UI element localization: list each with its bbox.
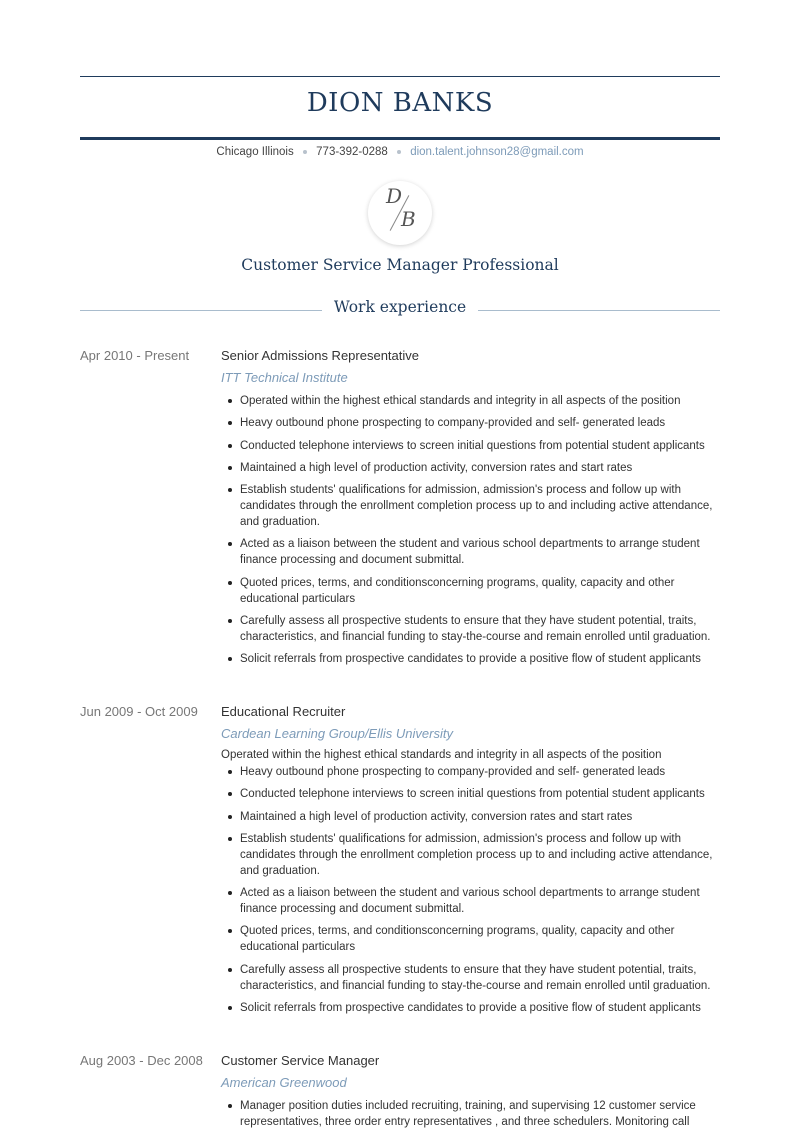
job-bullet-item: Acted as a liaison between the student and various school departments to arrange student finance processing and document submittal. <box>221 885 720 917</box>
job-body <box>221 1053 720 1128</box>
job-bullet-item: Heavy outbound phone prospecting to company-provided and self- generated leads <box>221 764 720 780</box>
candidate-name: DION BANKS <box>306 88 494 118</box>
job-role: Educational Recruiter <box>221 704 346 719</box>
phone-text: 773-392-0288 <box>316 146 388 158</box>
job-bullet-item: Maintained a high level of production activity, conversion rates and start rates <box>221 460 720 476</box>
monogram-badge <box>368 181 432 245</box>
job-body <box>221 704 720 1022</box>
job-bullet-item: Solicit referrals from prospective candidates to provide a positive flow of student applicants <box>221 651 720 667</box>
job-bullet-item: Solicit referrals from prospective candidates to provide a positive flow of student applicants <box>221 1000 720 1016</box>
job-bullet-item: Operated within the highest ethical standards and integrity in all aspects of the position <box>221 393 720 409</box>
section-header-work <box>80 296 720 320</box>
section-rule-right <box>478 310 720 311</box>
job-company: Cardean Learning Group/Ellis University <box>221 726 453 741</box>
job-bullet-item: Conducted telephone interviews to screen initial questions from potential student applicants <box>221 438 720 454</box>
job-dates: Aug 2003 - Dec 2008 <box>80 1053 203 1068</box>
job-bullet-item: Manager position duties included recruiting, training, and supervising 12 customer service representatives, three order entry representatives , and three schedulers. Monitoring call <box>221 1098 720 1128</box>
email-link[interactable]: dion.talent.johnson28@gmail.com <box>410 146 584 158</box>
job-bullet-item: Quoted prices, terms, and conditionsconcerning programs, quality, capacity and other educational particulars <box>221 923 720 955</box>
job-bullet-item: Establish students' qualifications for admission, admission's process and follow up with candidates through the enrollment completion process up to and including active attendance, and graduation. <box>221 831 720 879</box>
job-bullet-item: Acted as a liaison between the student and various school departments to arrange student finance processing and document submittal. <box>221 536 720 568</box>
job-lead-text: Operated within the highest ethical standards and integrity in all aspects of the position <box>221 749 662 761</box>
job-bullet-item: Maintained a high level of production activity, conversion rates and start rates <box>221 809 720 825</box>
job-bullet-list <box>221 764 720 1016</box>
job-bullet-item: Conducted telephone interviews to screen initial questions from potential student applicants <box>221 786 720 802</box>
job-bullet-list <box>221 393 720 667</box>
top-rule <box>80 76 720 77</box>
job-body <box>221 348 720 674</box>
section-title: Work experience <box>333 298 467 316</box>
contact-line <box>0 146 800 158</box>
job-company: ITT Technical Institute <box>221 370 348 385</box>
job-dates: Apr 2010 - Present <box>80 348 190 363</box>
location-text: Chicago Illinois <box>216 146 294 158</box>
job-bullet-item: Establish students' qualifications for admission, admission's process and follow up with candidates through the enrollment completion process up to and including active attendance, and graduation. <box>221 482 720 530</box>
job-company: American Greenwood <box>221 1075 347 1090</box>
monogram-letter-second: B <box>401 207 416 231</box>
separator-dot-icon <box>303 150 307 154</box>
job-bullet-item: Heavy outbound phone prospecting to company-provided and self- generated leads <box>221 415 720 431</box>
job-bullet-item: Quoted prices, terms, and conditionsconcerning programs, quality, capacity and other educational particulars <box>221 575 720 607</box>
job-bullet-item: Carefully assess all prospective students to ensure that they have student potential, traits, characteristics, and financial funding to stay-the-course and remain enrolled until graduation. <box>221 613 720 645</box>
job-bullet-list <box>221 1098 720 1128</box>
monogram-letter-first: D <box>386 184 403 208</box>
job-role: Customer Service Manager <box>221 1053 380 1068</box>
job-dates: Jun 2009 - Oct 2009 <box>80 704 198 719</box>
separator-dot-icon <box>397 150 401 154</box>
professional-headline: Customer Service Manager Professional <box>241 256 559 274</box>
job-bullet-item: Carefully assess all prospective students to ensure that they have student potential, traits, characteristics, and financial funding to stay-the-course and remain enrolled until graduation. <box>221 962 720 994</box>
job-role: Senior Admissions Representative <box>221 348 419 363</box>
name-rule <box>80 137 720 140</box>
